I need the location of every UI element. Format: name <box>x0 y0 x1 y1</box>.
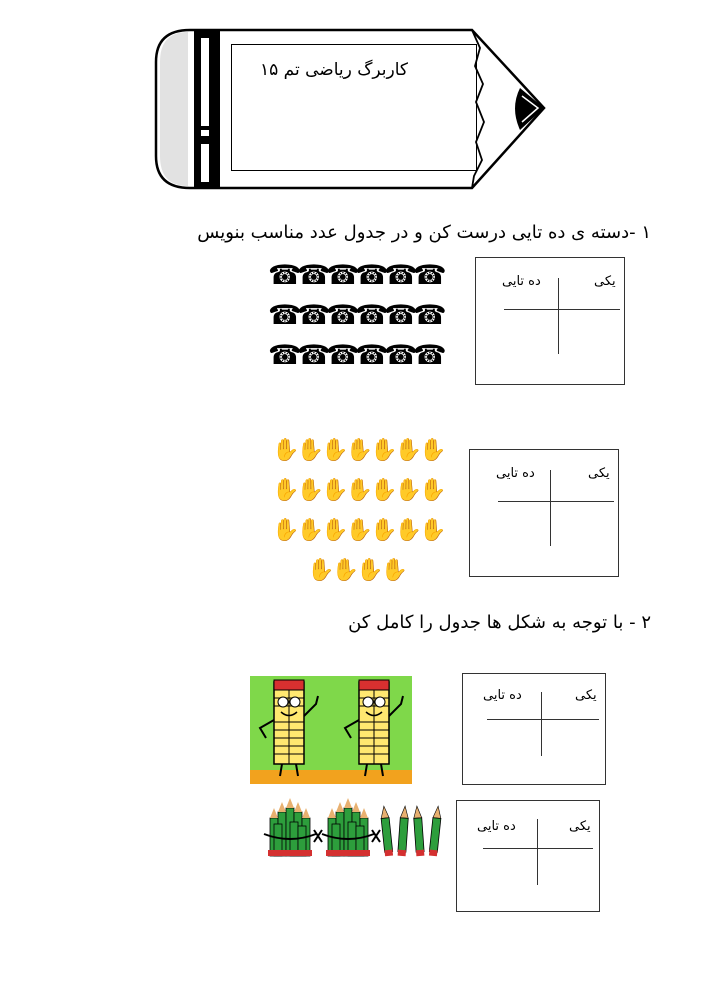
hand-icon: ✋ <box>370 478 398 503</box>
hand-icon: ✋ <box>331 558 359 583</box>
hand-icon: ✋ <box>394 478 422 503</box>
telephone-icon: ☎ <box>268 260 302 291</box>
hand-icon: ✋ <box>272 518 300 543</box>
hand-icon: ✋ <box>321 518 349 543</box>
tens-header: ده تایی <box>483 688 522 703</box>
hand-icon: ✋ <box>394 518 422 543</box>
hand-icon: ✋ <box>272 478 300 503</box>
hand-icon: ✋ <box>394 438 422 463</box>
phone-row <box>268 260 447 291</box>
question-1: ۱ -دسته ی ده تایی درست کن و در جدول عدد مناسب بنویس <box>197 222 651 243</box>
hand-icon: ✋ <box>296 438 324 463</box>
place-value-table-2 <box>469 449 619 577</box>
hand-row <box>272 518 447 543</box>
telephone-icon: ☎ <box>326 260 360 291</box>
tens-header: ده تایی <box>477 819 516 834</box>
hand-row <box>272 438 447 463</box>
hand-icon: ✋ <box>370 518 398 543</box>
telephone-icon: ☎ <box>384 260 418 291</box>
tens-header: ده تایی <box>496 466 535 481</box>
pencil-icon <box>380 806 393 857</box>
telephone-icon: ☎ <box>297 260 331 291</box>
hand-icon: ✋ <box>370 438 398 463</box>
question-2: ۲ - با توجه به شکل ها جدول را کامل کن <box>348 612 651 633</box>
pencils-picture <box>262 796 450 862</box>
ten-rods-picture <box>250 676 412 784</box>
hand-icon: ✋ <box>419 518 447 543</box>
hand-icon: ✋ <box>296 478 324 503</box>
place-value-table-4 <box>456 800 600 912</box>
telephone-icon: ☎ <box>326 340 360 371</box>
phone-row <box>268 300 447 331</box>
pencil-bundle-icon <box>264 798 322 856</box>
hand-icon: ✋ <box>321 478 349 503</box>
phone-row <box>268 340 447 371</box>
telephone-icon: ☎ <box>268 340 302 371</box>
hand-icon: ✋ <box>296 518 324 543</box>
telephone-icon: ☎ <box>384 340 418 371</box>
ones-header: یکی <box>594 274 616 289</box>
hand-icon: ✋ <box>419 438 447 463</box>
telephone-icon: ☎ <box>413 260 447 291</box>
hand-icon: ✋ <box>345 478 373 503</box>
ones-header: یکی <box>588 466 610 481</box>
pencil-icon <box>413 806 424 856</box>
telephone-icon: ☎ <box>297 300 331 331</box>
telephone-icon: ☎ <box>326 300 360 331</box>
loose-pencils <box>380 806 442 857</box>
place-value-table-3 <box>462 673 606 785</box>
telephone-icon: ☎ <box>413 300 447 331</box>
telephone-icon: ☎ <box>384 300 418 331</box>
place-value-table-1 <box>475 257 625 385</box>
telephone-icon: ☎ <box>268 300 302 331</box>
worksheet-title: کاربرگ ریاضی تم ۱۵ <box>259 60 409 80</box>
pencil-bundle-icon <box>322 798 380 856</box>
hand-icon: ✋ <box>321 438 349 463</box>
hand-icon: ✋ <box>272 438 300 463</box>
telephone-icon: ☎ <box>355 260 389 291</box>
telephone-icon: ☎ <box>413 340 447 371</box>
hand-icon: ✋ <box>307 558 335 583</box>
telephone-icon: ☎ <box>355 340 389 371</box>
telephone-icon: ☎ <box>355 300 389 331</box>
ones-header: یکی <box>575 688 597 703</box>
tens-header: ده تایی <box>502 274 541 289</box>
pencil-icon <box>429 806 442 857</box>
ones-header: یکی <box>569 819 591 834</box>
hand-row <box>272 478 447 503</box>
hand-icon: ✋ <box>345 518 373 543</box>
hand-icon: ✋ <box>380 558 408 583</box>
telephone-icon: ☎ <box>297 340 331 371</box>
hand-row <box>307 558 408 583</box>
pencil-icon <box>398 806 409 856</box>
hand-icon: ✋ <box>419 478 447 503</box>
hand-icon: ✋ <box>356 558 384 583</box>
hand-icon: ✋ <box>345 438 373 463</box>
